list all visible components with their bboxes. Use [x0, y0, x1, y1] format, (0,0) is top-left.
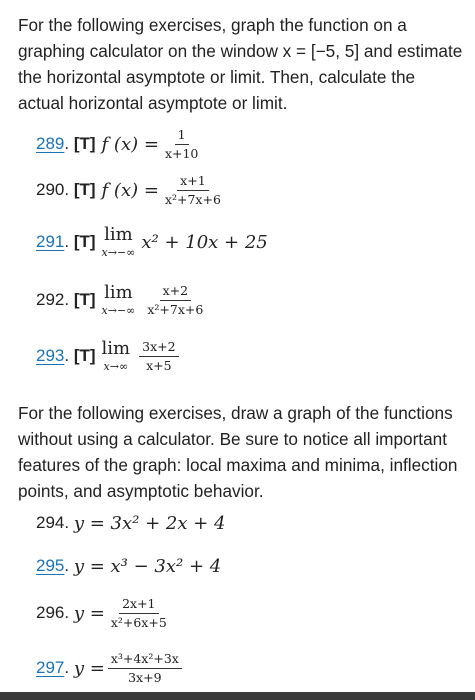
- exercise-296: 296 . y = $\frac{2x+1}{\text{x²+6x+5}}$: [36, 593, 173, 633]
- exercise-289-equation: [102, 128, 205, 161]
- exercise-295-expression: y = x³ − 3x² + 4: [73, 555, 222, 577]
- limit-subscript: x→−∞: [101, 303, 136, 317]
- exercise-296-fraction: [108, 597, 170, 630]
- limit-operator: [101, 337, 131, 373]
- fraction-numerator: x+2: [160, 284, 191, 301]
- exercise-294-number: 294: [36, 513, 65, 532]
- limit-operator: [101, 223, 136, 259]
- exercise-292-equation: [101, 281, 210, 317]
- exercise-290: 290 . [T] f (x) = $\frac{x+1}{\text{x²+7x+6}}$: [36, 170, 227, 210]
- exercise-289-lhs: f (x) =: [101, 133, 159, 155]
- exercise-292-number: 292: [36, 290, 65, 309]
- limit-word: lim: [104, 281, 133, 303]
- intro-paragraph-sketch: For the following exercises, draw a graph of the functions without using a calculator. Be sure to notice all important features of the graph: local maxima and minima, inflection points, and asymptotic behavior.: [18, 403, 458, 501]
- fraction-numerator: x³+4x²+3x: [108, 652, 182, 669]
- exercise-295: 295 . y = x³ − 3x² + 4: [36, 555, 222, 577]
- technology-tag: [T]: [73, 134, 96, 153]
- fraction-numerator: x+1: [177, 174, 208, 191]
- fraction-denominator: x²+7x+6: [147, 301, 204, 317]
- exercise-292-fraction: [144, 284, 206, 317]
- exercise-291: 291 . [T] lim x→−∞ x² + 10x + 25: [36, 223, 268, 259]
- exercise-297: 297 . y = $\frac{\text{x³+4x²+3x}}{3x+9}$: [36, 648, 185, 688]
- fraction-denominator: x+10: [164, 145, 199, 161]
- exercise-290-number: 290: [36, 180, 65, 199]
- exercise-297-lhs: y =: [73, 657, 105, 679]
- exercise-291-equation: [101, 223, 268, 259]
- limit-word: lim: [101, 337, 131, 359]
- fraction-numerator: 3x+2: [139, 340, 178, 357]
- exercise-289: 289 . [T] f (x) = $\frac{1}{x+10}$: [36, 124, 204, 164]
- technology-tag: [T]: [73, 232, 96, 251]
- intro-paragraph-calculator: For the following exercises, graph the function on a graphing calculator on the window x = [−5, 5] and estimate the horizontal asymptote or limit. Then, calculate the actual horizontal asymptote or limit.: [18, 15, 463, 113]
- exercise-290-fraction: [162, 174, 224, 207]
- exercise-296-equation: [74, 597, 173, 630]
- exercise-293: 293 . [T] lim x→∞ $\frac{3x+2}{x+5}$: [36, 336, 182, 376]
- fraction-denominator: x+5: [146, 357, 172, 373]
- exercise-292: 292 . [T] lim x→−∞ $\frac{x+2}{\text{x²+7x+6}}$: [36, 280, 209, 320]
- exercise-295-equation: [74, 556, 221, 577]
- exercise-293-link[interactable]: 293: [36, 346, 65, 365]
- exercise-293-fraction: [139, 340, 178, 373]
- fraction-numerator: 2x+1: [119, 597, 158, 614]
- exercise-297-equation: [74, 652, 185, 685]
- exercise-296-number: 296: [36, 603, 65, 622]
- technology-tag: [T]: [73, 290, 96, 309]
- exercise-294-expression: y = 3x² + 2x + 4: [73, 512, 226, 534]
- bottom-bar: [0, 692, 475, 700]
- fraction-denominator: x²+6x+5: [110, 614, 167, 630]
- exercise-291-expression: x² + 10x + 25: [141, 231, 268, 253]
- exercise-294: 294 . y = 3x² + 2x + 4: [36, 512, 226, 534]
- exercise-295-link[interactable]: 295: [36, 556, 65, 575]
- technology-tag: [T]: [73, 346, 96, 365]
- exercise-289-fraction: [162, 128, 201, 161]
- exercise-290-lhs: f (x) =: [101, 179, 159, 201]
- limit-subscript: x→∞: [103, 359, 129, 373]
- exercise-294-equation: [74, 513, 226, 534]
- limit-word: lim: [104, 223, 133, 245]
- exercise-297-fraction: [108, 652, 182, 685]
- technology-tag: [T]: [73, 180, 96, 199]
- fraction-denominator: 3x+9: [128, 669, 162, 685]
- fraction-numerator: 1: [175, 128, 189, 145]
- limit-operator: [101, 281, 136, 317]
- limit-subscript: x→−∞: [101, 245, 136, 259]
- fraction-denominator: x²+7x+6: [164, 191, 221, 207]
- exercise-297-link[interactable]: 297: [36, 658, 65, 677]
- exercise-291-link[interactable]: 291: [36, 232, 65, 251]
- exercise-290-equation: [102, 174, 227, 207]
- exercise-289-link[interactable]: 289: [36, 134, 65, 153]
- exercise-296-lhs: y =: [73, 602, 105, 624]
